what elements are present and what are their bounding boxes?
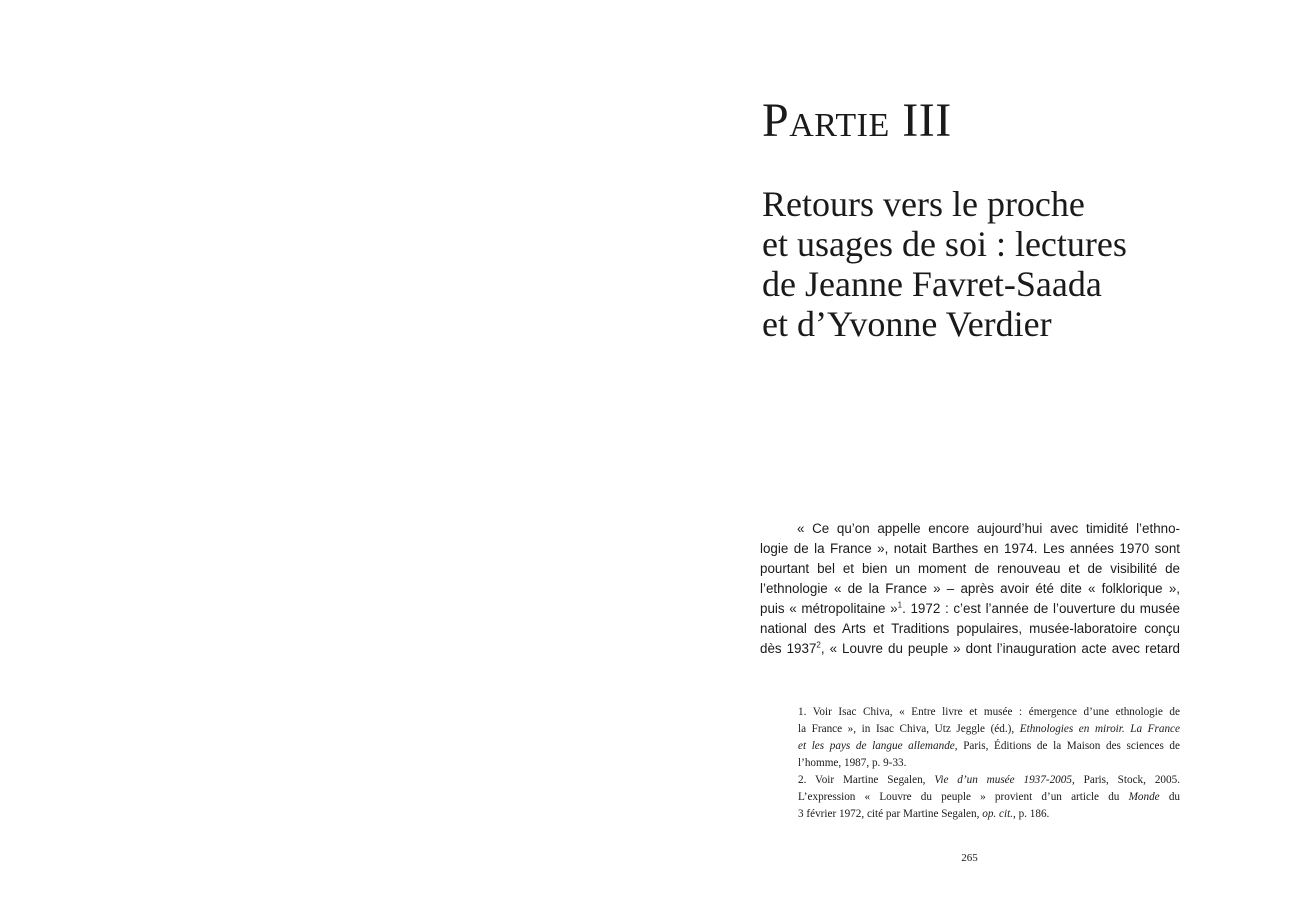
footnote-line: 1. Voir Isac Chiva, « Entre livre et musée : émergence d’une ethnologie de [798, 706, 1180, 718]
footnote-text: , p. 186. [1012, 808, 1050, 820]
body-line: national des Arts et Traditions populaires, musée-laboratoire conçu [760, 621, 1180, 636]
footnote-ref[interactable]: 2 [816, 640, 821, 650]
page-number: 265 [961, 852, 978, 864]
footnote-text: du [1159, 791, 1181, 803]
footnote-text: , Paris, Stock, 2005. [1071, 774, 1180, 786]
footnote-line: l’homme, 1987, p. 9-33. [798, 757, 907, 769]
body-line-segment: . 1972 : c’est l’année de l’ouverture du musée [902, 601, 1180, 616]
right-page [646, 0, 1293, 913]
chapter-title-line: Retours vers le proche [762, 184, 1085, 224]
footnote-text: L’expression « Louvre du peuple » provient d’un article du [798, 791, 1129, 803]
footnote-line [798, 772, 1180, 789]
chapter-title-line: et usages de soi : lectures [762, 224, 1127, 264]
footnote-line [798, 738, 1180, 755]
body-line: logie de la France », notait Barthes en 1974. Les années 1970 sont [760, 541, 1180, 556]
body-line: pourtant bel et bien un moment de renouveau et de visibilité de [760, 561, 1180, 576]
footnote-text: la France », in Isac Chiva, Utz Jeggle (éd.), [798, 723, 1020, 735]
footnote-line [798, 806, 1180, 823]
footnote-citation: op. cit. [982, 808, 1013, 820]
body-line [760, 599, 1180, 619]
part-numeral: III [902, 94, 952, 147]
body-line: l’ethnologie « de la France » – après avoir été dite « folklorique », [760, 581, 1180, 596]
footnote-text: 3 février 1972, cité par Martine Segalen, [798, 808, 983, 820]
chapter-title-line: et d’Yvonne Verdier [762, 304, 1052, 344]
footnote-title: Vie d’un musée 1937-2005 [934, 774, 1072, 786]
footnote-line [798, 721, 1180, 738]
body-line: « Ce qu’on appelle encore aujourd’hui avec timidité l’ethno- [797, 521, 1180, 536]
body-line-segment: , « Louvre du peuple » dont l’inauguration acte avec retard [820, 641, 1180, 656]
chapter-title [762, 184, 1192, 344]
footnote-2 [798, 772, 1180, 823]
body-line-segment: puis « métropolitaine » [760, 601, 898, 616]
body-paragraph [760, 519, 1180, 659]
footnote-title: Ethnologies en miroir. La France [1019, 723, 1180, 735]
footnote-text: 2. Voir Martine Segalen, [798, 774, 935, 786]
body-line [760, 639, 1180, 659]
body-line-segment: dès 1937 [760, 641, 817, 656]
chapter-title-line: de Jeanne Favret-Saada [762, 264, 1102, 304]
footnote-line [798, 789, 1180, 806]
footnote-title: et les pays de langue allemande [798, 740, 955, 752]
part-label: Partie [762, 94, 890, 147]
blank-left-page [0, 0, 646, 913]
footnote-text: , Paris, Éditions de la Maison des sciences de [954, 740, 1180, 752]
part-heading [762, 92, 952, 150]
footnote-1 [798, 704, 1180, 772]
footnote-title: Monde [1128, 791, 1160, 803]
footnote-ref[interactable]: 1 [897, 600, 903, 610]
footnotes [798, 704, 1180, 823]
